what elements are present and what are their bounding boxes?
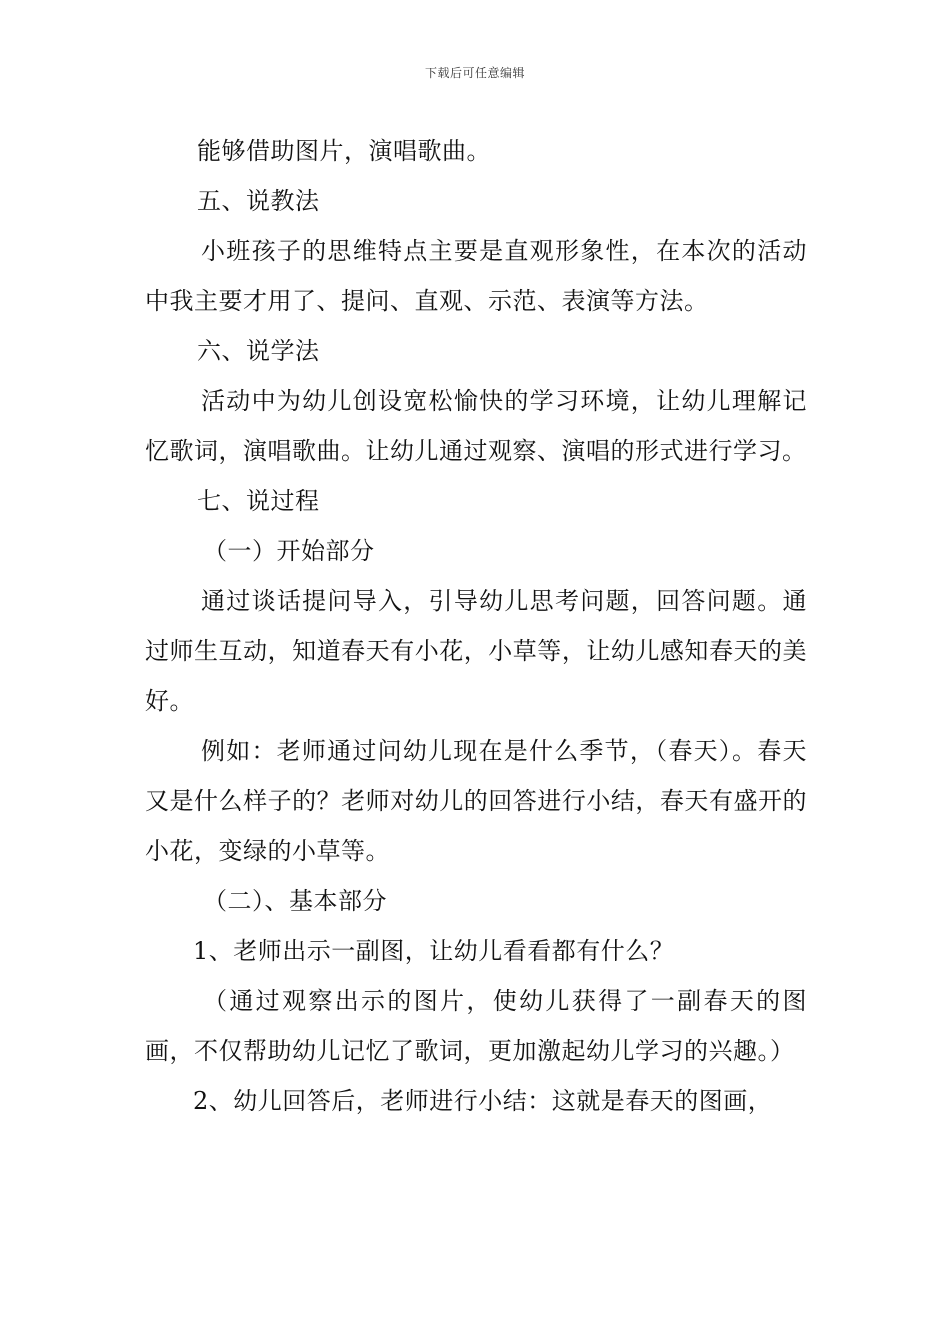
section-heading: 七、说过程 (197, 487, 320, 515)
section-heading: 六、说学法 (197, 337, 320, 365)
page-header: 下载后可任意编辑 (424, 66, 525, 80)
paragraph: 例如：老师通过问幼儿现在是什么季节，（春天）。春天又是什么样子的？老师对幼儿的回答进行小结，春天有盛开的小花，变绿的小草等。 (145, 737, 807, 865)
subsection-heading: （二）、基本部分 (203, 887, 387, 915)
paragraph: 活动中为幼儿创设宽松愉快的学习环境，让幼儿理解记忆歌词，演唱歌曲。让幼儿通过观察、演唱的形式进行学习。 (145, 387, 807, 465)
list-item: 1、老师出示一副图，让幼儿看看都有什么？ (193, 937, 675, 965)
document-body (145, 126, 807, 1126)
subsection-heading: （一）开始部分 (203, 537, 375, 565)
paragraph: 小班孩子的思维特点主要是直观形象性，在本次的活动中我主要才用了、提问、直观、示范、表演等方法。 (145, 237, 807, 315)
paragraph: （通过观察出示的图片，使幼儿获得了一副春天的图画，不仅帮助幼儿记忆了歌词，更加激起幼儿学习的兴趣。） (145, 987, 807, 1065)
paragraph: 能够借助图片，演唱歌曲。 (197, 137, 491, 165)
section-heading: 五、说教法 (197, 187, 320, 215)
paragraph: 通过谈话提问导入，引导幼儿思考问题，回答问题。通过师生互动，知道春天有小花，小草等，让幼儿感知春天的美好。 (145, 587, 807, 715)
list-item: 2、幼儿回答后，老师进行小结：这就是春天的图画， (193, 1087, 773, 1115)
